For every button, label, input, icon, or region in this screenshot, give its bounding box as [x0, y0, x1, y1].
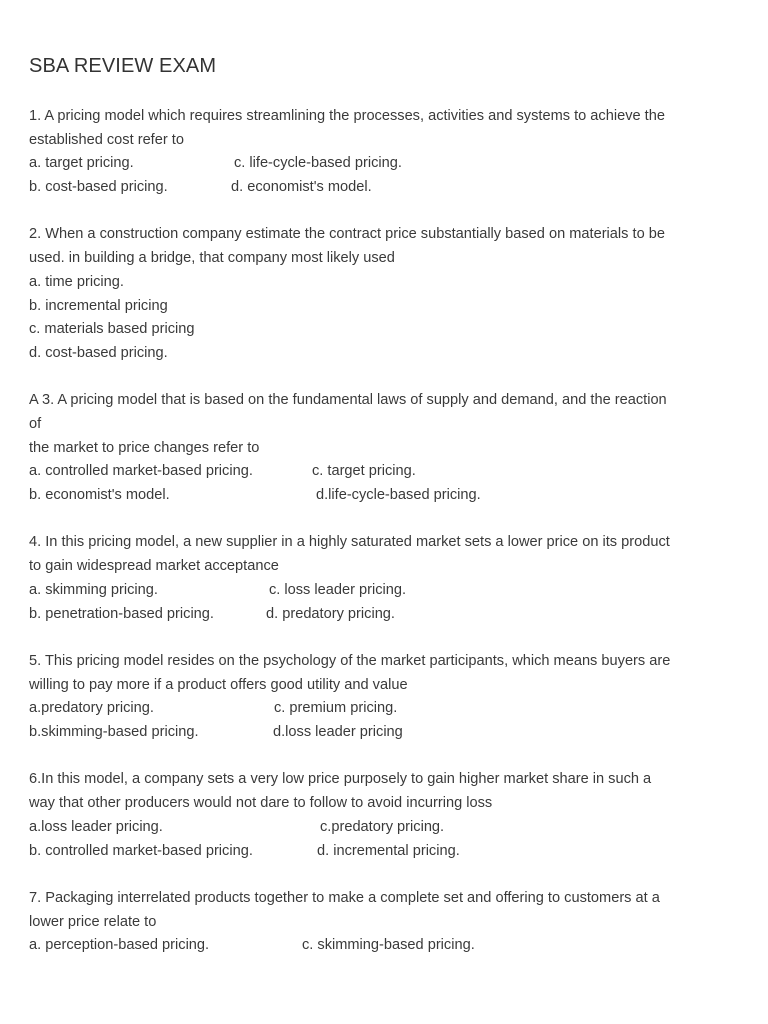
options-row	[29, 152, 739, 176]
question-line: lower price relate to	[29, 913, 157, 930]
question-7	[29, 887, 739, 958]
question-4	[29, 531, 739, 626]
option-a: a. time pricing.	[29, 273, 124, 290]
question-text	[29, 389, 739, 460]
option-d: d. cost-based pricing.	[29, 344, 168, 361]
option-c: c. materials based pricing	[29, 321, 195, 338]
question-1	[29, 105, 739, 200]
option-d: d.loss leader pricing	[273, 724, 403, 741]
question-text	[29, 531, 739, 578]
option-c: c. target pricing.	[312, 463, 416, 480]
question-text	[29, 768, 739, 815]
option-a: a. target pricing.	[29, 155, 134, 172]
option-b: b.skimming-based pricing.	[29, 724, 199, 741]
option-d: d.life-cycle-based pricing.	[316, 487, 481, 504]
question-line: 4. In this pricing model, a new supplier in a highly saturated market sets a lower price on its product	[29, 534, 670, 551]
option-b: b. cost-based pricing.	[29, 179, 168, 196]
question-text	[29, 650, 739, 697]
question-text	[29, 105, 739, 152]
question-line: of	[29, 416, 42, 433]
option-d: d. predatory pricing.	[266, 605, 395, 622]
question-2	[29, 223, 739, 365]
question-line: 7. Packaging interrelated products together to make a complete set and offering to customers at a	[29, 889, 660, 906]
option-a: a.predatory pricing.	[29, 700, 154, 717]
question-line: willing to pay more if a product offers good utility and value	[29, 676, 408, 693]
options-row	[29, 603, 739, 627]
option-c: c. loss leader pricing.	[269, 581, 407, 598]
question-5	[29, 650, 739, 745]
question-list	[29, 105, 739, 958]
question-line: 6.In this model, a company sets a very low price purposely to gain higher market share in such a	[29, 771, 652, 788]
options-row	[29, 697, 739, 721]
option-c: c. life-cycle-based pricing.	[234, 155, 402, 172]
option-d: d. incremental pricing.	[317, 842, 460, 859]
option-c: c. premium pricing.	[274, 700, 398, 717]
option-c: c. skimming-based pricing.	[302, 937, 475, 954]
question-line: 2. When a construction company estimate the contract price substantially based on materials to be	[29, 226, 665, 243]
question-text	[29, 887, 739, 934]
option-b: b. penetration-based pricing.	[29, 605, 214, 622]
options-row	[29, 295, 739, 319]
option-b: b. controlled market-based pricing.	[29, 842, 253, 859]
option-a: a. perception-based pricing.	[29, 937, 210, 954]
question-6	[29, 768, 739, 863]
options-row	[29, 934, 739, 958]
option-d: d. economist's model.	[231, 179, 372, 196]
options-row	[29, 840, 739, 864]
options-row	[29, 176, 739, 200]
question-line: established cost refer to	[29, 131, 184, 148]
question-line: A 3. A pricing model that is based on the fundamental laws of supply and demand, and the reaction	[29, 392, 667, 409]
options-row	[29, 342, 739, 366]
option-b: b. incremental pricing	[29, 297, 168, 314]
page-title: SBA REVIEW EXAM	[29, 55, 217, 77]
options-row	[29, 271, 739, 295]
question-line: way that other producers would not dare to follow to avoid incurring loss	[29, 795, 493, 812]
options-row	[29, 721, 739, 745]
option-a: a. skimming pricing.	[29, 581, 158, 598]
option-a: a. controlled market-based pricing.	[29, 463, 253, 480]
option-b: b. economist's model.	[29, 487, 170, 504]
options-row	[29, 484, 739, 508]
question-line: 1. A pricing model which requires streamlining the processes, activities and systems to achieve the	[29, 108, 665, 124]
question-3	[29, 389, 739, 507]
question-line: the market to price changes refer to	[29, 439, 260, 456]
question-line: to gain widespread market acceptance	[29, 558, 279, 575]
question-line: used. in building a bridge, that company most likely used	[29, 250, 395, 267]
options-row	[29, 579, 739, 603]
options-row	[29, 318, 739, 342]
options-row	[29, 460, 739, 484]
option-a: a.loss leader pricing.	[29, 818, 163, 835]
question-text	[29, 223, 739, 270]
question-line: 5. This pricing model resides on the psychology of the market participants, which means buyers are	[29, 652, 671, 669]
options-row	[29, 816, 739, 840]
option-c: c.predatory pricing.	[320, 818, 445, 835]
